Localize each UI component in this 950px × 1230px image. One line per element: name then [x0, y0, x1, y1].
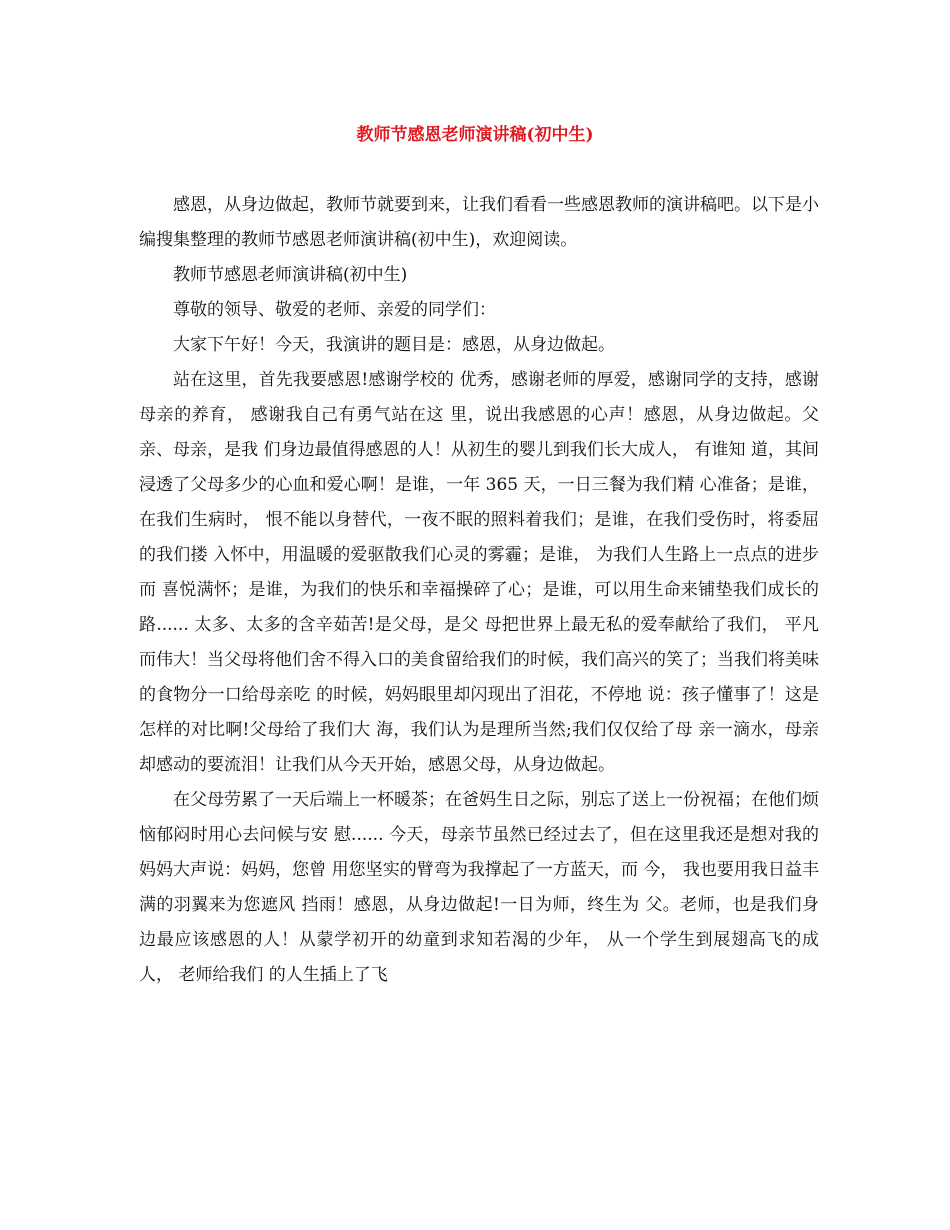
- paragraph-subtitle: 教师节感恩老师演讲稿(初中生): [173, 265, 408, 285]
- paragraph-intro: 感恩，从身边做起，教师节就要到来，让我们看看一些感恩教师的演讲稿吧。以下是小编搜集整理的教师节感恩老师演讲稿(初中生)，欢迎阅读。: [139, 195, 819, 250]
- paragraph-salutation: 尊敬的领导、敬爱的老师、亲爱的同学们：: [173, 300, 496, 320]
- paragraph-parents: 站在这里，首先我要感恩!感谢学校的 优秀，感谢老师的厚爱，感谢同学的支持，感谢母亲的养育， 感谢我自己有勇气站在这 里，说出我感恩的心声！感恩，从身边做起。父亲、母亲，是我 们身边最值得感恩的人！从初生的婴儿到我们长大成人， 有谁知 道，其间浸透了父母多少的心血和爱心啊！是谁，一年 365 天，一日三餐为我们精 心准备；是谁， 在我们生病时， 恨不能以身替代，一夜不眠的照料着我们；是谁，在我们受伤时，将委屈的我们搂 入怀中，用温暖的爱驱散我们心灵的雾霾；是谁， 为我们人生路上一点点的进步而 喜悦满怀；是谁，为我们的快乐和幸福操碎了心；是谁，可以用生命来铺垫我们成长的 路...... 太多、太多的含辛茹苦!是父母，是父 母把世界上最无私的爱奉献给了我们， 平凡 而伟大！当父母将他们舍不得入口的美食留给我们的时候，我们高兴的笑了；当我们将美味的食物分一口给母亲吃 的时候，妈妈眼里却闪现出了泪花，不停地 说：孩子懂事了！这是怎样的对比啊!父母给了我们大 海，我们认为是理所当然;我们仅仅给了母 亲一滴水，母亲却感动的要流泪！让我们从今天开始，感恩父母，从身边做起。: [139, 370, 819, 775]
- paragraph-greeting: 大家下午好！今天，我演讲的题目是：感恩，从身边做起。: [173, 335, 615, 355]
- document-title: 教师节感恩老师演讲稿(初中生): [356, 125, 594, 145]
- paragraph-teachers: 在父母劳累了一天后端上一杯暖茶；在爸妈生日之际，别忘了送上一份祝福；在他们烦恼郁闷时用心去问候与安 慰...... 今天，母亲节虽然已经过去了，但在这里我还是想对我的妈妈大声说：妈妈，您曾 用您坚实的臂弯为我撑起了一方蓝天，而 今， 我也要用我日益丰满的羽翼来为您遮风 挡雨！感恩，从身边做起!一日为师，终生为 父。老师，也是我们身边最应该感恩的人！从蒙学初开的幼童到求知若渴的少年， 从一个学生到展翅高飞的成人， 老师给我们 的人生插上了飞: [139, 790, 819, 985]
- document-body: [139, 188, 819, 993]
